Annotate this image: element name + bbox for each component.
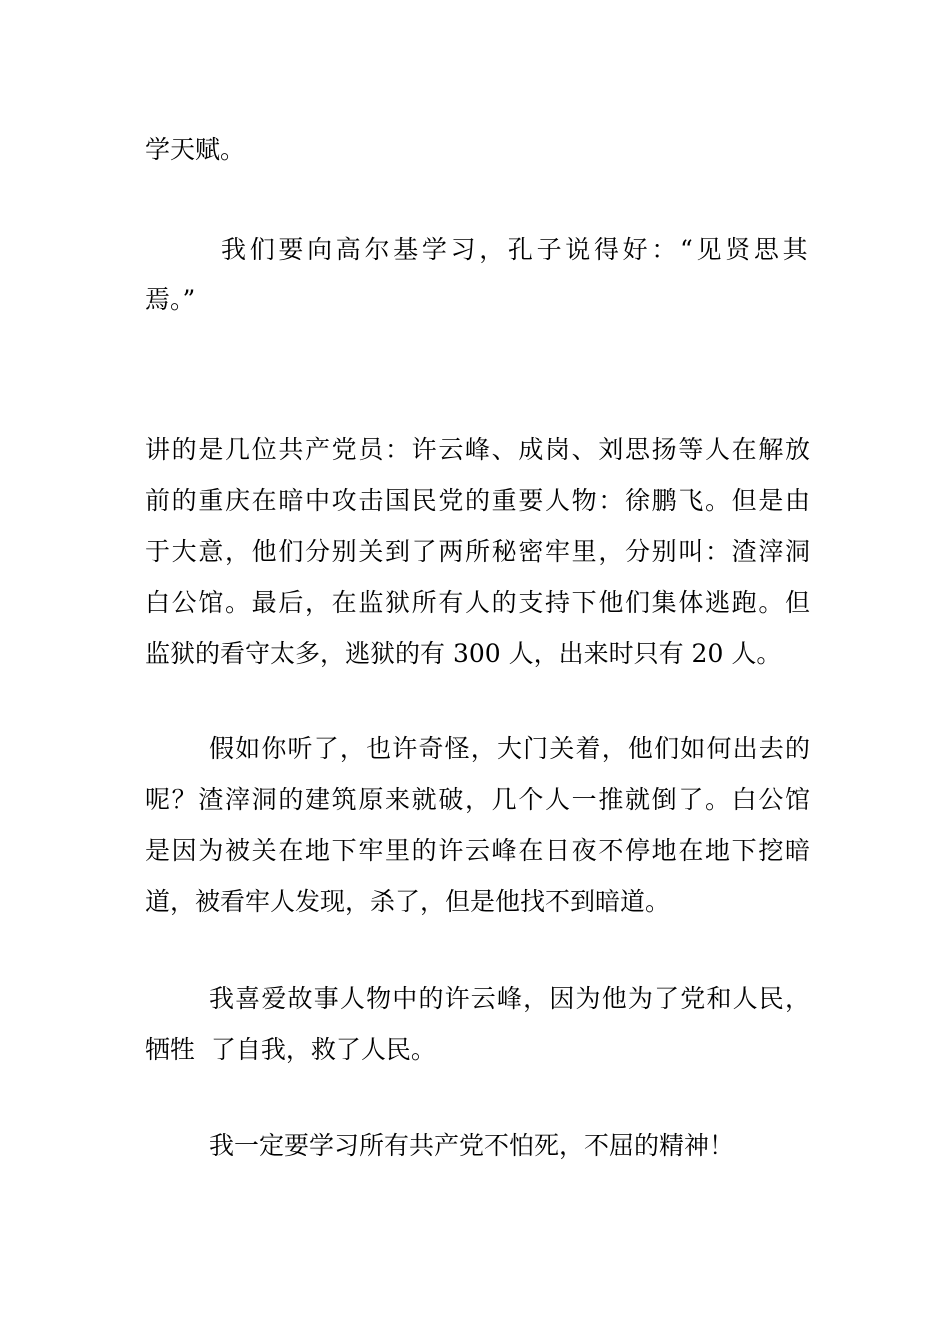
text-line: 我喜爱故事人物中的许云峰，因为他为了党和人民， bbox=[209, 984, 810, 1013]
text-line: 是因为被关在地下牢里的许云峰在日夜不停地在地下挖暗 bbox=[145, 836, 810, 865]
paragraph-4 bbox=[145, 723, 810, 927]
paragraph-3 bbox=[145, 424, 810, 679]
text-line: 我一定要学习所有共产党不怕死，不屈的精神！ bbox=[209, 1131, 735, 1160]
paragraph-1 bbox=[145, 124, 810, 175]
text-line: 讲的是几位共产党员：许云峰、成岗、刘思扬等人在解放 bbox=[145, 435, 810, 464]
text-line: 呢？渣滓洞的建筑原来就破，几个人一推就倒了。白公馆 bbox=[145, 785, 810, 814]
paragraph-5 bbox=[145, 973, 810, 1075]
paragraph-2 bbox=[145, 224, 810, 325]
text-line: 道，被看牢人发现，杀了，但是他找不到暗道。 bbox=[145, 887, 671, 916]
text-line: 监狱的看守太多，逃狱的有 300 人，出来时只有 20 人。 bbox=[145, 639, 782, 668]
text-line: 于大意，他们分别关到了两所秘密牢里，分别叫：渣滓洞 bbox=[145, 537, 810, 566]
text-line: 牺牲 了自我，救了人民。 bbox=[145, 1035, 436, 1064]
text-line: 白公馆。最后，在监狱所有人的支持下他们集体逃跑。但 bbox=[145, 588, 810, 617]
text-line: 焉。” bbox=[145, 285, 196, 314]
text-line: 前的重庆在暗中攻击国民党的重要人物：徐鹏飞。但是由 bbox=[145, 486, 810, 515]
paragraph-6 bbox=[145, 1120, 810, 1171]
text-line: 学天赋。 bbox=[145, 135, 246, 164]
text-line: 我们要向高尔基学习，孔子说得好：“见贤思其 bbox=[221, 235, 810, 264]
text-line: 假如你听了，也许奇怪，大门关着，他们如何出去的 bbox=[209, 734, 810, 763]
